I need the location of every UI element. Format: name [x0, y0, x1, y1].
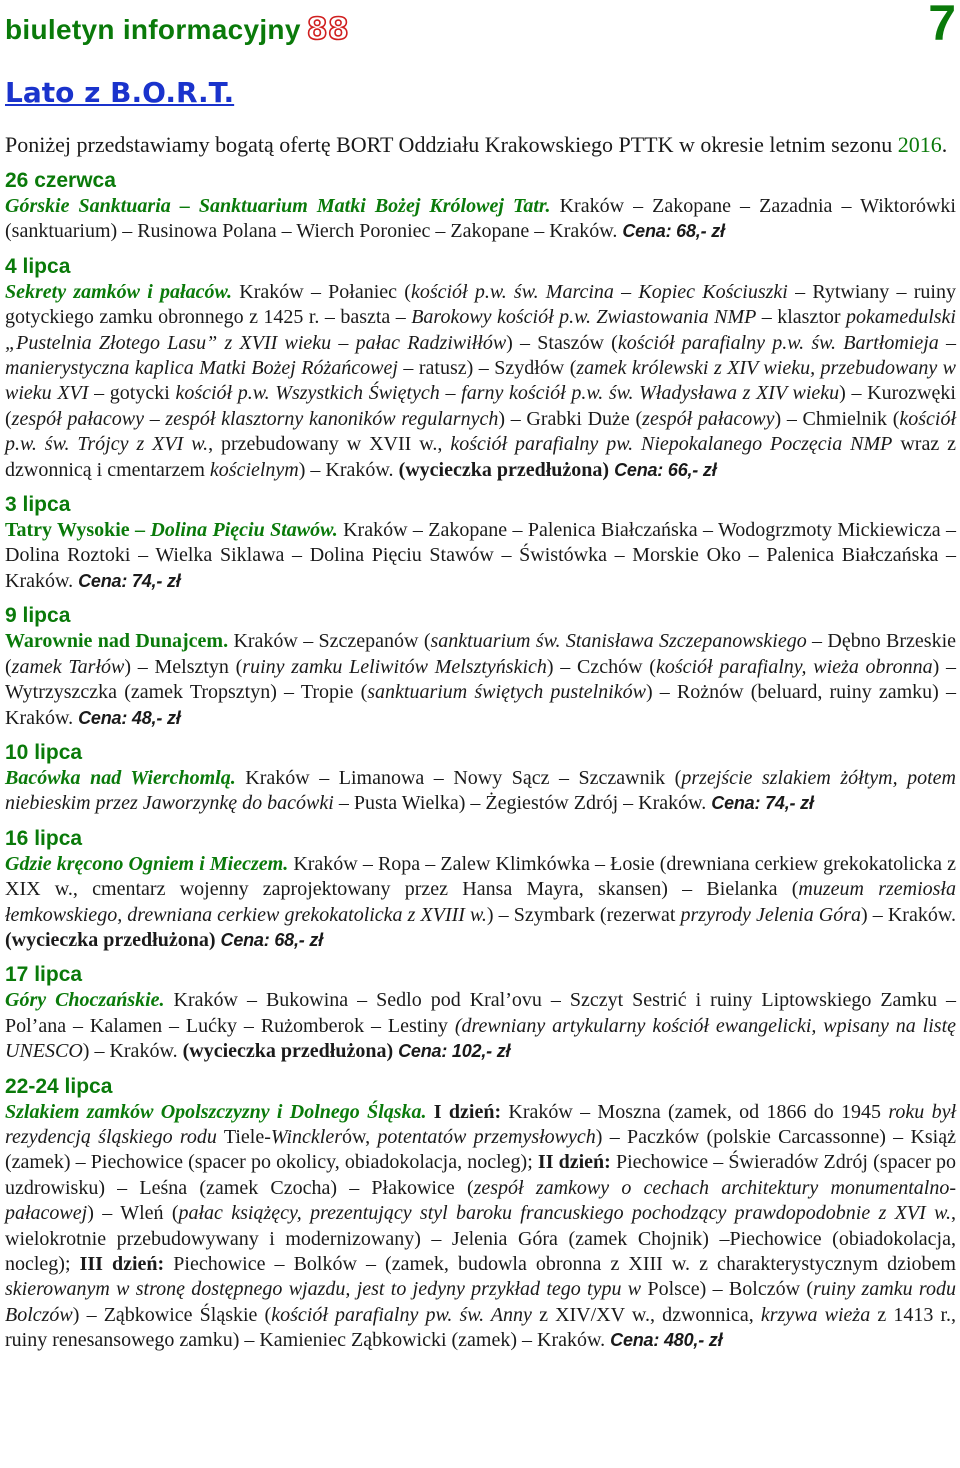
text-run: ) – Melsztyn ( [124, 655, 243, 678]
text-run: kościół p.w. św. Trójcy z XVI w. [5, 407, 957, 456]
text-run: kościół p.w. św. Marcina [410, 280, 614, 303]
page-number: 7 [928, 0, 956, 51]
text-run: Kraków – Zakopane – Palenica Białczańska – Wodogrzmoty Mickiewicza – Dolina Roztoki – Wielka Siklawa – Dolina Pięciu Stawów – Świstówka – Morskie Oko – Palenica Białczańska – Kraków. [5, 519, 956, 592]
text-run: Kraków – Szczepanów ( [228, 630, 431, 653]
article-title[interactable]: Lato z B.O.R.T. [5, 76, 235, 109]
text-run: przyrody Jelenia Góra [680, 903, 862, 926]
trip-title: Gdzie kręcono Ogniem i Mieczem. [5, 852, 289, 875]
trip-description [5, 988, 956, 1064]
text-run: (drewniany artykularny kościół ewangelicki, wpisany na listę UNESCO [5, 1014, 956, 1063]
intro-paragraph [5, 130, 956, 159]
text-run: Piechowice – Świeradów Zdrój (spacer po uzdrowisku) – Leśna (zamek Czocha) – Płakowice ( [5, 1151, 956, 1199]
text-run: – Dębno Brzeskie ( [5, 630, 957, 678]
trip-title: Góry Choczańskie. [5, 989, 165, 1012]
issue-number: 88 [306, 12, 350, 47]
trip-date: 4 lipca [5, 254, 71, 278]
text-run: kościół p.w. Wszystkich Świętych – farny kościół p.w. św. Władysława z XIV wieku [175, 382, 840, 405]
trip-description [5, 852, 956, 954]
trip-price: Cena: 102,- zł [398, 1041, 511, 1062]
text-run: ) – Kraków. [298, 458, 399, 481]
trip-price: Cena: 66,- zł [614, 459, 717, 480]
text-run: kościół parafialny p.w. św. Bartłomieja – manierystyczna kaplica Matki Bożej Różańcowej [5, 331, 957, 380]
text-run: Kraków – Ropa – Zalew Klimkówka – Łosie (drewniana cerkiew grekokatolicka z XIX w., cmentarz wojenny zaprojektowany przez Hansa Mayra, skansen) – Bielanka ( [5, 852, 956, 901]
text-run: II dzień: [537, 1151, 611, 1174]
trip-note: (wycieczka przedłużona) [182, 1040, 394, 1063]
trip-date: 26 czerwca [5, 169, 116, 192]
trip-date: 16 lipca [5, 826, 83, 850]
text-run: ) – Czchów ( [546, 655, 656, 678]
trip-description [5, 766, 956, 817]
text-run: 2016 [897, 132, 942, 157]
text-run: ) – Chmielnik ( [774, 407, 900, 430]
text-run: biuletyn informacyjny [5, 14, 301, 45]
trip-date: 22-24 lipca [5, 1074, 113, 1098]
trip-note: (wycieczka przedłużona) [398, 458, 610, 481]
trip-price: Cena: 68,- zł [220, 929, 323, 950]
trip-date: 17 lipca [5, 963, 83, 987]
text-run: zamek Tarłów [11, 655, 125, 678]
text-run: Kraków – Bukowina – Sedlo pod Kral’ovu – Szczyt Sestrić i ruiny Liptowskiego Zamku – Pol’ana – Kalamen – Lućky – Rużomberok – Lestiny [5, 989, 956, 1037]
text-run: – ratusz) – Szydłów ( [397, 357, 577, 380]
text-run: pałac książęcy, prezentujący styl baroku francuskiego pochodzący prawdopodobnie z XVI w. [178, 1202, 951, 1225]
trip-price: Cena: 480,- zł [610, 1330, 723, 1351]
text-run: z 1413 r., ruiny renesansowego zamku) – Kamieniec Ząbkowicki (zamek) – Kraków. [5, 1303, 957, 1352]
trip-description [5, 1100, 956, 1354]
text-run: wraz z dzwonnicą i cmentarzem [5, 433, 957, 481]
text-run: Polsce) – Bolczów ( [641, 1278, 813, 1301]
trip-price: Cena: 74,- zł [711, 793, 814, 814]
text-run: ) – Kraków. [82, 1040, 183, 1063]
text-run: III dzień: [79, 1253, 165, 1275]
trip-title: Bacówka nad Wierchomlą. [5, 766, 236, 789]
bulletin-header [5, 0, 956, 54]
text-run: zespół pałacowy [642, 407, 775, 430]
trip-note: (wycieczka przedłużona) [5, 928, 216, 951]
text-run: ) – Wleń ( [87, 1202, 179, 1225]
text-run: Barokowy kościół p.w. Zwiastowania NMP [411, 306, 757, 329]
text-run: kościół parafialny pw. św. Anny [271, 1303, 532, 1326]
text-run: ) – Ząbkowice Śląskie ( [72, 1303, 272, 1326]
text-run: Tatry Wysokie – [5, 519, 151, 542]
trip-description [5, 629, 956, 731]
trip-title: Szlakiem zamków Opolszczyzny i Dolnego Śląska. [5, 1100, 427, 1123]
text-run: ruiny zamku rodu Bolczów [5, 1278, 956, 1326]
trip-title: Górskie Sanktuaria – Sanktuarium Matki Bożej Królowej Tatr. [5, 195, 551, 217]
trip-description [5, 518, 956, 594]
text-run: zespół pałacowy – zespół klasztorny kanoników regularnych [11, 407, 499, 430]
text-run: – Pusta Wielka) – Żegiestów Zdrój – Kraków. [333, 792, 712, 815]
text-run: krzywa wieża [760, 1303, 871, 1326]
text-run: Poniżej przedstawiamy bogatą ofertę BORT Oddziału Krakowskiego PTTK w okresie letnim sezonu [5, 132, 898, 157]
text-run: ) – Grabki Duże ( [498, 407, 643, 430]
text-run: Piechowice – Bolków – (zamek, budowla obronna z XIII w. z charakterystycznym dziobem [164, 1253, 956, 1275]
text-run: roku był rezydencją śląskiego rodu [5, 1100, 957, 1148]
text-run: Kraków – Limanowa – Nowy Sącz – Szczawnik ( [235, 766, 682, 789]
text-run: . [941, 132, 948, 157]
text-run: – gotycki [88, 382, 176, 405]
text-run: , przebudowany w XVII w., [208, 433, 451, 456]
text-run: zespół zamkowy o cechach architektury monumentalno-pałacowej [5, 1176, 956, 1225]
text-run: ) – Kraków. [861, 903, 956, 926]
trip-title: Dolina Pięciu Stawów. [150, 519, 338, 542]
text-run: , wielokrotnie przebudowywany i modernizowany) – Jelenia Góra (zamek Chojnik) –Piechowice (obiadokolacja, nocleg); [5, 1202, 956, 1275]
text-run: pokamedulski „Pustelnia Złotego Lasu” z XVII wieku – pałac Radziwiłłów [5, 306, 956, 354]
bulletin-title [5, 12, 349, 47]
trip-price: Cena: 74,- zł [78, 570, 181, 591]
trip-date: 9 lipca [5, 604, 71, 628]
text-run: – klasztor [756, 306, 847, 329]
trip-date: 3 lipca [5, 493, 71, 517]
text-run: ów, [341, 1125, 378, 1148]
text-run: muzeum rzemiosła łemkowskiego, drewniana cerkiew grekokatolicka z XVIII w. [5, 878, 956, 926]
trip-description [5, 280, 956, 483]
text-run: kościelnym [209, 458, 299, 481]
text-run: ) – Paczków (polskie Carcassonne) – Książ (zamek) – Piechowice (spacer po okolicy, obiadokolacja, nocleg); [5, 1125, 956, 1174]
text-run: Kraków – Moszna (zamek, od 1866 do 1945 [501, 1100, 889, 1123]
text-run: ) – Staszów ( [506, 331, 618, 354]
text-run: sanktuarium świętych pustelników [367, 681, 646, 704]
text-run: z XIV/XV w., dzwonnica, [531, 1303, 761, 1326]
text-run: kościół parafialny, wieża obronna [655, 655, 933, 678]
text-run: Kraków – Połaniec ( [232, 280, 411, 303]
text-run: Winckler [270, 1125, 342, 1148]
text-run: zamek królewski z XIV wieku, przebudowany w wieku XVI [5, 357, 957, 405]
text-run: sanktuarium św. Stanisława Szczepanowskiego [430, 630, 807, 653]
text-run: ) – Rożnów (beluard, ruiny zamku) – Kraków. [5, 681, 956, 729]
trip-price: Cena: 68,- zł [622, 221, 725, 242]
text-run: – Rytwiany – ruiny gotyckiego zamku obronnego z 1425 r. – baszta – [5, 280, 956, 329]
text-run: I dzień: [426, 1100, 502, 1123]
page [5, 0, 956, 1354]
text-run: ) – Kurozwęki ( [5, 382, 956, 430]
text-run: kościół parafialny pw. Niepokalanego Poczęcia NMP [450, 433, 893, 456]
text-run: przejście szlakiem żółtym, potem niebieskim przez Jaworzynkę do bacówki [5, 766, 956, 815]
trip-title: Warownie nad Dunajcem. [5, 630, 229, 653]
text-run: ) – Szymbark (rezerwat [486, 903, 681, 926]
trip-description [5, 194, 956, 245]
text-run: Kraków – Zakopane – Zazadnia – Wiktorówki (sanktuarium) – Rusinowa Polana – Wierch Poroniec – Zakopane – Kraków. [5, 195, 956, 243]
trip-date: 10 lipca [5, 740, 83, 764]
trip-title: Sekrety zamków i pałaców. [5, 280, 233, 303]
trip-price: Cena: 48,- zł [78, 707, 181, 728]
text-run: ) – Wytrzyszczka (zamek Tropsztyn) – Tropie ( [5, 655, 956, 704]
text-run: – [613, 280, 639, 303]
text-run: Tiele- [216, 1125, 271, 1148]
text-run: ruiny zamku Leliwitów Melsztyńskich [242, 655, 547, 678]
text-run: skierowanym w stronę dostępnego wjazdu, jest to jedyny przykład tego typu w [5, 1278, 642, 1301]
text-run: potentatów przemysłowych [377, 1125, 596, 1148]
text-run: Kopiec Kościuszki [638, 280, 788, 303]
